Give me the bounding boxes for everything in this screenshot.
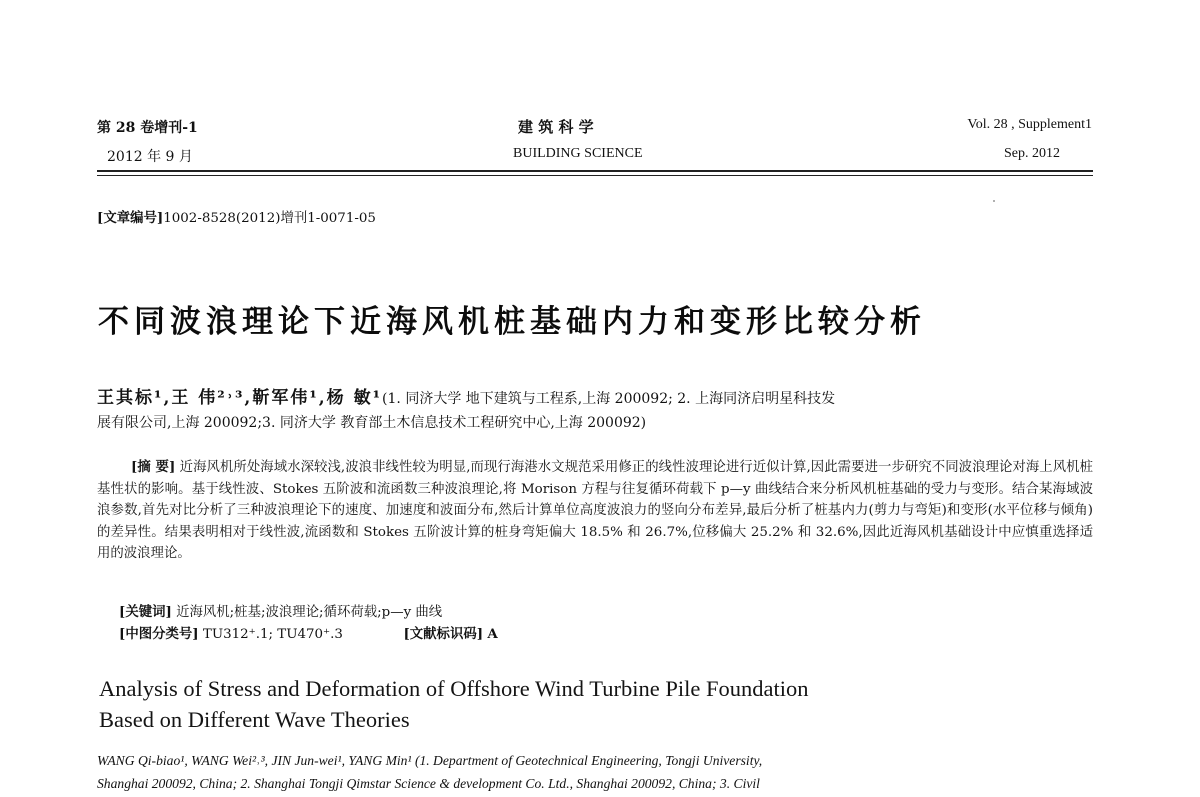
- keywords-text: 近海风机;桩基;波浪理论;循环荷载;p—y 曲线: [176, 605, 443, 620]
- title-cn: 不同波浪理论下近海风机桩基础内力和变形比较分析: [98, 304, 926, 340]
- abstract-label: [摘 要]: [131, 459, 176, 475]
- authors-cn-names: 王其标¹,王 伟²˒³,靳军伟¹,杨 敏¹: [97, 388, 383, 408]
- title-en-line2: Based on Different Wave Theories: [99, 707, 410, 732]
- keywords-label: [关键词]: [119, 604, 172, 620]
- volume-en: Vol. 28 , Supplement1: [967, 117, 1092, 132]
- classification-label: [中图分类号]: [119, 626, 199, 642]
- authors-cn-affil: (1. 同济大学 地下建筑与工程系,上海 200092; 2. 上海同济启明星科技发: [382, 391, 836, 407]
- date-en: Sep. 2012: [1004, 146, 1060, 161]
- header-rule-thin: [97, 175, 1093, 176]
- abstract-text: 近海风机所处海域水深较浅,波浪非线性较为明显,而现行海港水文规范采用修正的线性波理论进行近似计算,因此需要进一步研究不同波浪理论对海上风机桩基性状的影响。基于线性波、Stokes 五阶波和流函数三种波浪理论,将 Morison 方程与往复循环荷载下 p—y 曲线结合来分析风机桩基础的受力与变形。结合某海域波浪参数,首先对比分析了三种波浪理论下的速度、加速度和波面分布,然后计算单位高度波浪力的竖向分布差异,最后分析了桩基内力(剪力与弯矩)和变形(水平位移与倾角)的差异性。结果表明相对于线性波,流函数和 Stokes 五阶波计算的桩身弯矩偏大 18.5% 和 26.7%,位移偏大 25.2% 和 32.6%,因此近海风机基础设计中应慎重选择适用的波浪理论。: [97, 460, 1094, 561]
- doc-code-label: [文献标识码]: [403, 626, 484, 642]
- article-number-value: 1002-8528(2012)增刊1-0071-05: [163, 211, 376, 226]
- header-rule-thick: [97, 170, 1093, 172]
- authors-en-line1: WANG Qi-biao¹, WANG Wei²˒³, JIN Jun-wei¹, YANG Min¹ (1. Department of Geotechnical Engineering, Tongji University,: [97, 753, 763, 768]
- journal-title-en: BUILDING SCIENCE: [513, 146, 643, 161]
- article-number-label: [文章编号]: [97, 210, 164, 226]
- abstract-cn: [97, 457, 1093, 565]
- title-en-line1: Analysis of Stress and Deformation of Offshore Wind Turbine Pile Foundation: [99, 676, 809, 701]
- classification-value: TU312⁺.1; TU470⁺.3: [202, 627, 343, 642]
- keywords: [119, 601, 442, 620]
- volume-cn: 第 28 卷增刊-1: [97, 120, 198, 136]
- article-number: [97, 207, 376, 226]
- authors-cn-line1: [97, 383, 835, 408]
- scan-speck: [993, 200, 995, 202]
- authors-en-line2: Shanghai 200092, China; 2. Shanghai Tongji Qimstar Science & development Co. Ltd., Shanghai 200092, China; 3. Civil: [97, 776, 760, 791]
- classification: [119, 623, 498, 642]
- journal-title-cn: 建 筑 科 学: [518, 118, 594, 136]
- doc-code-value: A: [487, 626, 498, 642]
- date-cn: 2012 年 9 月: [107, 149, 193, 165]
- authors-cn-line2: 展有限公司,上海 200092;3. 同济大学 教育部土木信息技术工程研究中心,上海 200092): [97, 415, 647, 431]
